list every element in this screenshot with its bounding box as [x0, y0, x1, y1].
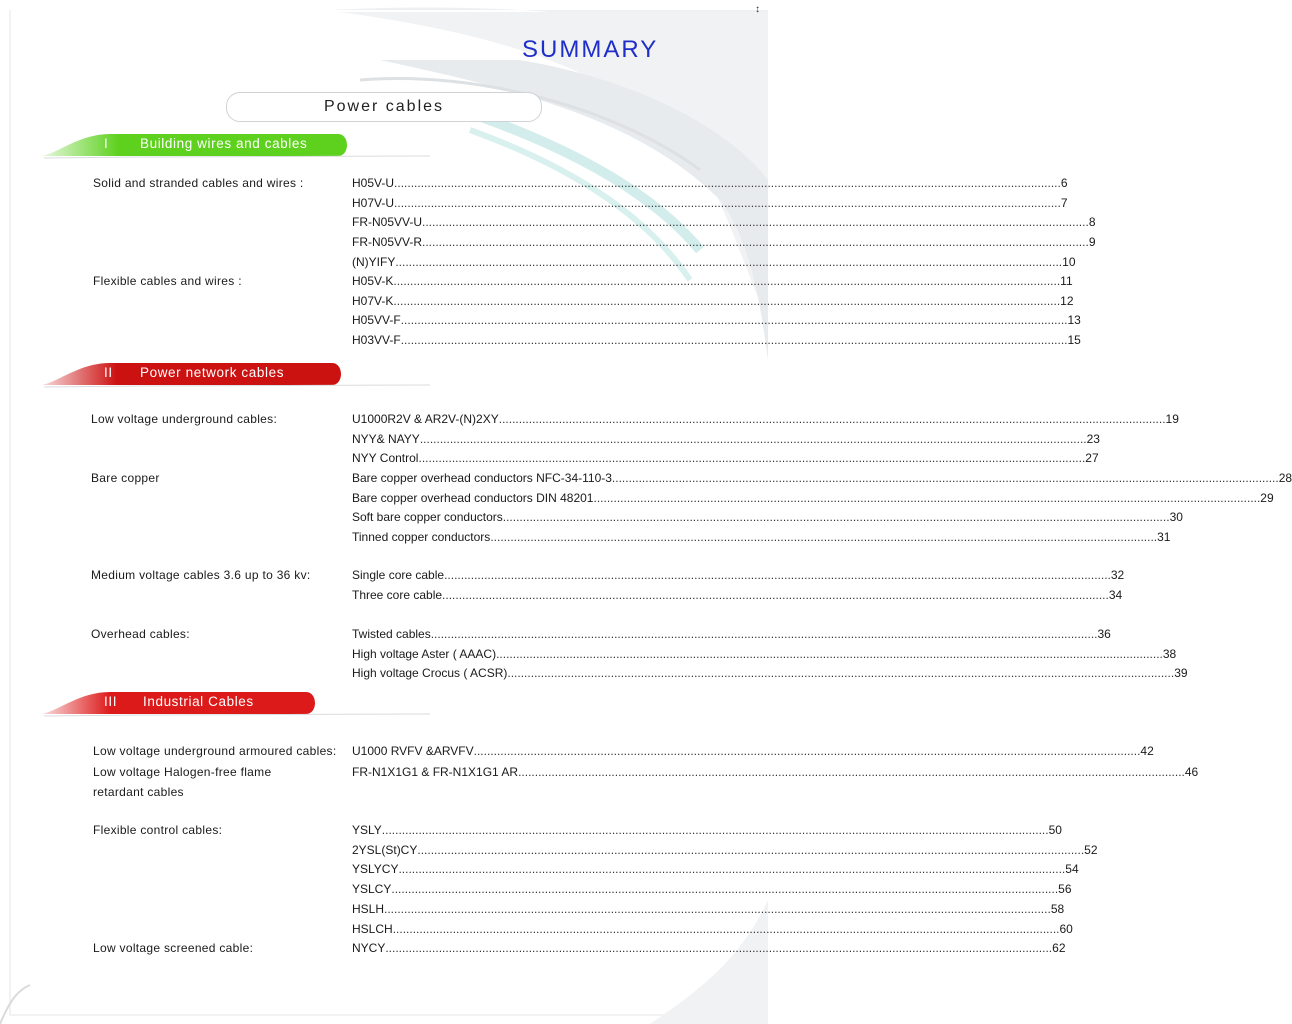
toc-entry-name: YSLYCY [352, 862, 399, 877]
toc-page-number: 52 [1084, 842, 1098, 857]
group-label: Solid and stranded cables and wires : [93, 176, 304, 190]
toc-entry[interactable] [352, 941, 1066, 955]
toc-entry-name: Bare copper overhead conductors DIN 48201 [352, 490, 594, 505]
toc-page-number: 11 [1060, 274, 1073, 288]
toc-entry[interactable] [352, 274, 1073, 288]
toc-entry-name: H05VV-F [352, 313, 401, 328]
section-banner-shape [0, 361, 768, 391]
group-label: Low voltage Halogen-free flame [93, 765, 272, 779]
toc-page-number: 60 [1059, 921, 1073, 936]
toc-dot-leader: ........................................................................................................................................................................................................ [385, 941, 1053, 955]
toc-dot-leader: ........................................................................................................................................................................................................ [394, 195, 1061, 210]
section-banner [0, 361, 768, 391]
group-label: Low voltage underground armoured cables: [93, 744, 337, 758]
toc-dot-leader: ........................................................................................................................................................................................................ [400, 313, 1068, 328]
toc-page-number: 46 [1184, 765, 1199, 779]
section-numeral: III [104, 694, 118, 709]
toc-entry-name: H07V-U [352, 195, 395, 210]
toc-dot-leader: ........................................................................................................................................................................................................ [393, 293, 1061, 308]
toc-dot-leader: ........................................................................................................................................................................................................ [392, 921, 1060, 936]
group-label: Flexible cables and wires : [93, 274, 242, 288]
toc-page-number: 30 [1169, 510, 1183, 525]
toc-page-number: 28 [1278, 471, 1292, 485]
toc-dot-leader: ........................................................................................................................................................................................................ [611, 471, 1279, 485]
group-label: Low voltage underground cables: [91, 412, 278, 426]
toc-entry-name: FR-N1X1G1 & FR-N1X1G1 AR [352, 765, 519, 779]
section-banner-shape [0, 132, 768, 162]
toc-entry[interactable] [352, 313, 1081, 328]
toc-entry[interactable] [352, 666, 1188, 681]
toc-page-number: 23 [1086, 431, 1100, 446]
toc-entry[interactable] [352, 823, 1062, 837]
toc-entry-name: FR-N05VV-U [352, 215, 423, 230]
toc-page-number: 62 [1052, 941, 1066, 955]
section-numeral: II [104, 365, 113, 380]
section-banner [0, 690, 768, 720]
toc-entry[interactable] [352, 215, 1096, 230]
toc-entry[interactable] [352, 744, 1154, 758]
toc-entry-name: FR-N05VV-R [352, 235, 423, 250]
toc-entry-name: U1000R2V & AR2V-(N)2XY [352, 412, 499, 426]
toc-entry-name: Single core cable [352, 568, 445, 582]
toc-dot-leader: ........................................................................................................................................................................................................ [394, 176, 1061, 190]
toc-entry[interactable] [352, 471, 1292, 485]
toc-entry-name: (N)YIFY [352, 254, 396, 269]
toc-entry-name: H05V-U [352, 176, 395, 190]
toc-entry-name: YSLY [352, 823, 382, 837]
toc-entry[interactable] [352, 921, 1073, 936]
toc-dot-leader: ........................................................................................................................................................................................................ [417, 842, 1085, 857]
toc-dot-leader: ........................................................................................................................................................................................................ [496, 646, 1163, 661]
toc-entry-name: H05V-K [352, 274, 394, 288]
toc-page-number: 29 [1260, 490, 1274, 505]
toc-page-number: 31 [1157, 530, 1171, 545]
toc-entry-name: NYY Control [352, 451, 419, 466]
toc-entry-name: Tinned copper conductors [352, 530, 491, 545]
toc-entry[interactable] [352, 587, 1123, 602]
toc-entry[interactable] [352, 451, 1099, 466]
group-label: Medium voltage cables 3.6 up to 36 kv: [91, 568, 311, 582]
toc-entry-name: High voltage Aster ( AAAC) [352, 646, 497, 661]
toc-entry-name: H07V-K [352, 293, 394, 308]
toc-page-number: 12 [1060, 293, 1074, 308]
toc-dot-leader: ........................................................................................................................................................................................................ [502, 510, 1170, 525]
toc-page-number: 36 [1097, 627, 1111, 641]
toc-dot-leader: ........................................................................................................................................................................................................ [398, 862, 1066, 877]
section-title: Industrial Cables [143, 694, 254, 709]
toc-page-number: 42 [1140, 744, 1154, 758]
section-numeral: I [104, 136, 109, 151]
toc-dot-leader: ........................................................................................................................................................................................................ [593, 490, 1261, 505]
toc-entry-name: Twisted cables [352, 627, 431, 641]
section-banner [0, 132, 768, 162]
toc-dot-leader: ........................................................................................................................................................................................................ [444, 568, 1111, 582]
toc-page-number: 54 [1065, 862, 1079, 877]
toc-page-number: 6 [1060, 176, 1068, 190]
toc-entry[interactable] [352, 627, 1111, 641]
toc-entry-name: Three core cable [352, 587, 443, 602]
toc-entry[interactable] [352, 431, 1100, 446]
toc-entry[interactable] [352, 530, 1171, 545]
toc-page-number: 9 [1088, 235, 1096, 250]
toc-page-number: 56 [1058, 882, 1072, 897]
toc-entry[interactable] [352, 568, 1125, 582]
toc-entry-name: HSLH [352, 901, 385, 916]
toc-dot-leader: ........................................................................................................................................................................................................ [422, 215, 1089, 230]
toc-entry[interactable] [352, 412, 1179, 426]
toc-entry-name: Bare copper overhead conductors NFC-34-110-3 [352, 471, 612, 485]
section-title: Power network cables [140, 365, 285, 380]
toc-dot-leader: ........................................................................................................................................................................................................ [391, 882, 1059, 897]
toc-entry[interactable] [352, 195, 1068, 210]
toc-entry[interactable] [352, 235, 1096, 250]
toc-entry-name: U1000 RVFV &ARVFV [352, 744, 474, 758]
toc-page-number: 8 [1088, 215, 1096, 230]
toc-entry[interactable] [352, 842, 1098, 857]
toc-page-number: 39 [1174, 666, 1188, 681]
toc-page-number: 10 [1062, 254, 1076, 269]
toc-entry-name: NYY& NAYY [352, 431, 420, 446]
toc-page-number: 15 [1067, 333, 1081, 348]
toc-dot-leader: ........................................................................................................................................................................................................ [418, 451, 1086, 466]
toc-entry-name: H03VV-F [352, 333, 401, 348]
toc-dot-leader: ........................................................................................................................................................................................................ [442, 587, 1109, 602]
toc-entry[interactable] [352, 490, 1274, 505]
toc-dot-leader: ........................................................................................................................................................................................................ [430, 627, 1098, 641]
toc-page-number: 58 [1050, 901, 1065, 916]
toc-page-number: 32 [1110, 568, 1125, 582]
toc-entry-name: High voltage Crocus ( ACSR) [352, 666, 508, 681]
toc-dot-leader: ........................................................................................................................................................................................................ [507, 666, 1175, 681]
toc-dot-leader: ........................................................................................................................................................................................................ [395, 254, 1063, 269]
section-title: Building wires and cables [140, 136, 308, 151]
toc-entry[interactable] [352, 293, 1074, 308]
toc-entry[interactable] [352, 176, 1068, 190]
group-label: Overhead cables: [91, 627, 190, 641]
toc-dot-leader: ........................................................................................................................................................................................................ [400, 333, 1068, 348]
toc-entry[interactable] [352, 254, 1076, 269]
toc-entry[interactable] [352, 510, 1183, 525]
toc-page-number: 27 [1085, 451, 1099, 466]
toc-page-number: 13 [1067, 313, 1081, 328]
toc-entry-name: YSLCY [352, 882, 392, 897]
power-cables-title: Power cables [226, 92, 542, 122]
toc-entry[interactable] [352, 882, 1072, 897]
toc-entry-name: Soft bare copper conductors [352, 510, 503, 525]
toc-dot-leader: ........................................................................................................................................................................................................ [490, 530, 1158, 545]
group-label: Flexible control cables: [93, 823, 223, 837]
toc-entry-name: 2YSL(St)CY [352, 842, 418, 857]
toc-entry[interactable] [352, 765, 1199, 779]
corner-mark: ↕ [755, 4, 760, 15]
toc-page-number: 50 [1048, 823, 1062, 837]
toc-entry[interactable] [352, 333, 1081, 348]
toc-dot-leader: ........................................................................................................................................................................................................ [473, 744, 1141, 758]
toc-dot-leader: ........................................................................................................................................................................................................ [422, 235, 1089, 250]
group-label-continued: retardant cables [93, 784, 184, 799]
toc-dot-leader: ........................................................................................................................................................................................................ [393, 274, 1061, 288]
toc-page-number: 34 [1108, 587, 1123, 602]
toc-entry[interactable] [352, 862, 1079, 877]
toc-dot-leader: ........................................................................................................................................................................................................ [419, 431, 1087, 446]
toc-entry[interactable] [352, 646, 1177, 661]
toc-entry-name: HSLCH [352, 921, 393, 936]
toc-entry[interactable] [352, 901, 1065, 916]
page-title: SUMMARY [522, 36, 659, 63]
toc-page-number: 7 [1060, 195, 1068, 210]
toc-page-number: 19 [1165, 412, 1179, 426]
toc-dot-leader: ........................................................................................................................................................................................................ [381, 823, 1049, 837]
toc-dot-leader: ........................................................................................................................................................................................................ [498, 412, 1166, 426]
toc-dot-leader: ........................................................................................................................................................................................................ [384, 901, 1051, 916]
toc-entry-name: NYCY [352, 941, 386, 955]
toc-dot-leader: ........................................................................................................................................................................................................ [518, 765, 1185, 779]
group-label: Bare copper [91, 471, 160, 485]
group-label: Low voltage screened cable: [93, 941, 254, 955]
toc-page-number: 38 [1162, 646, 1177, 661]
